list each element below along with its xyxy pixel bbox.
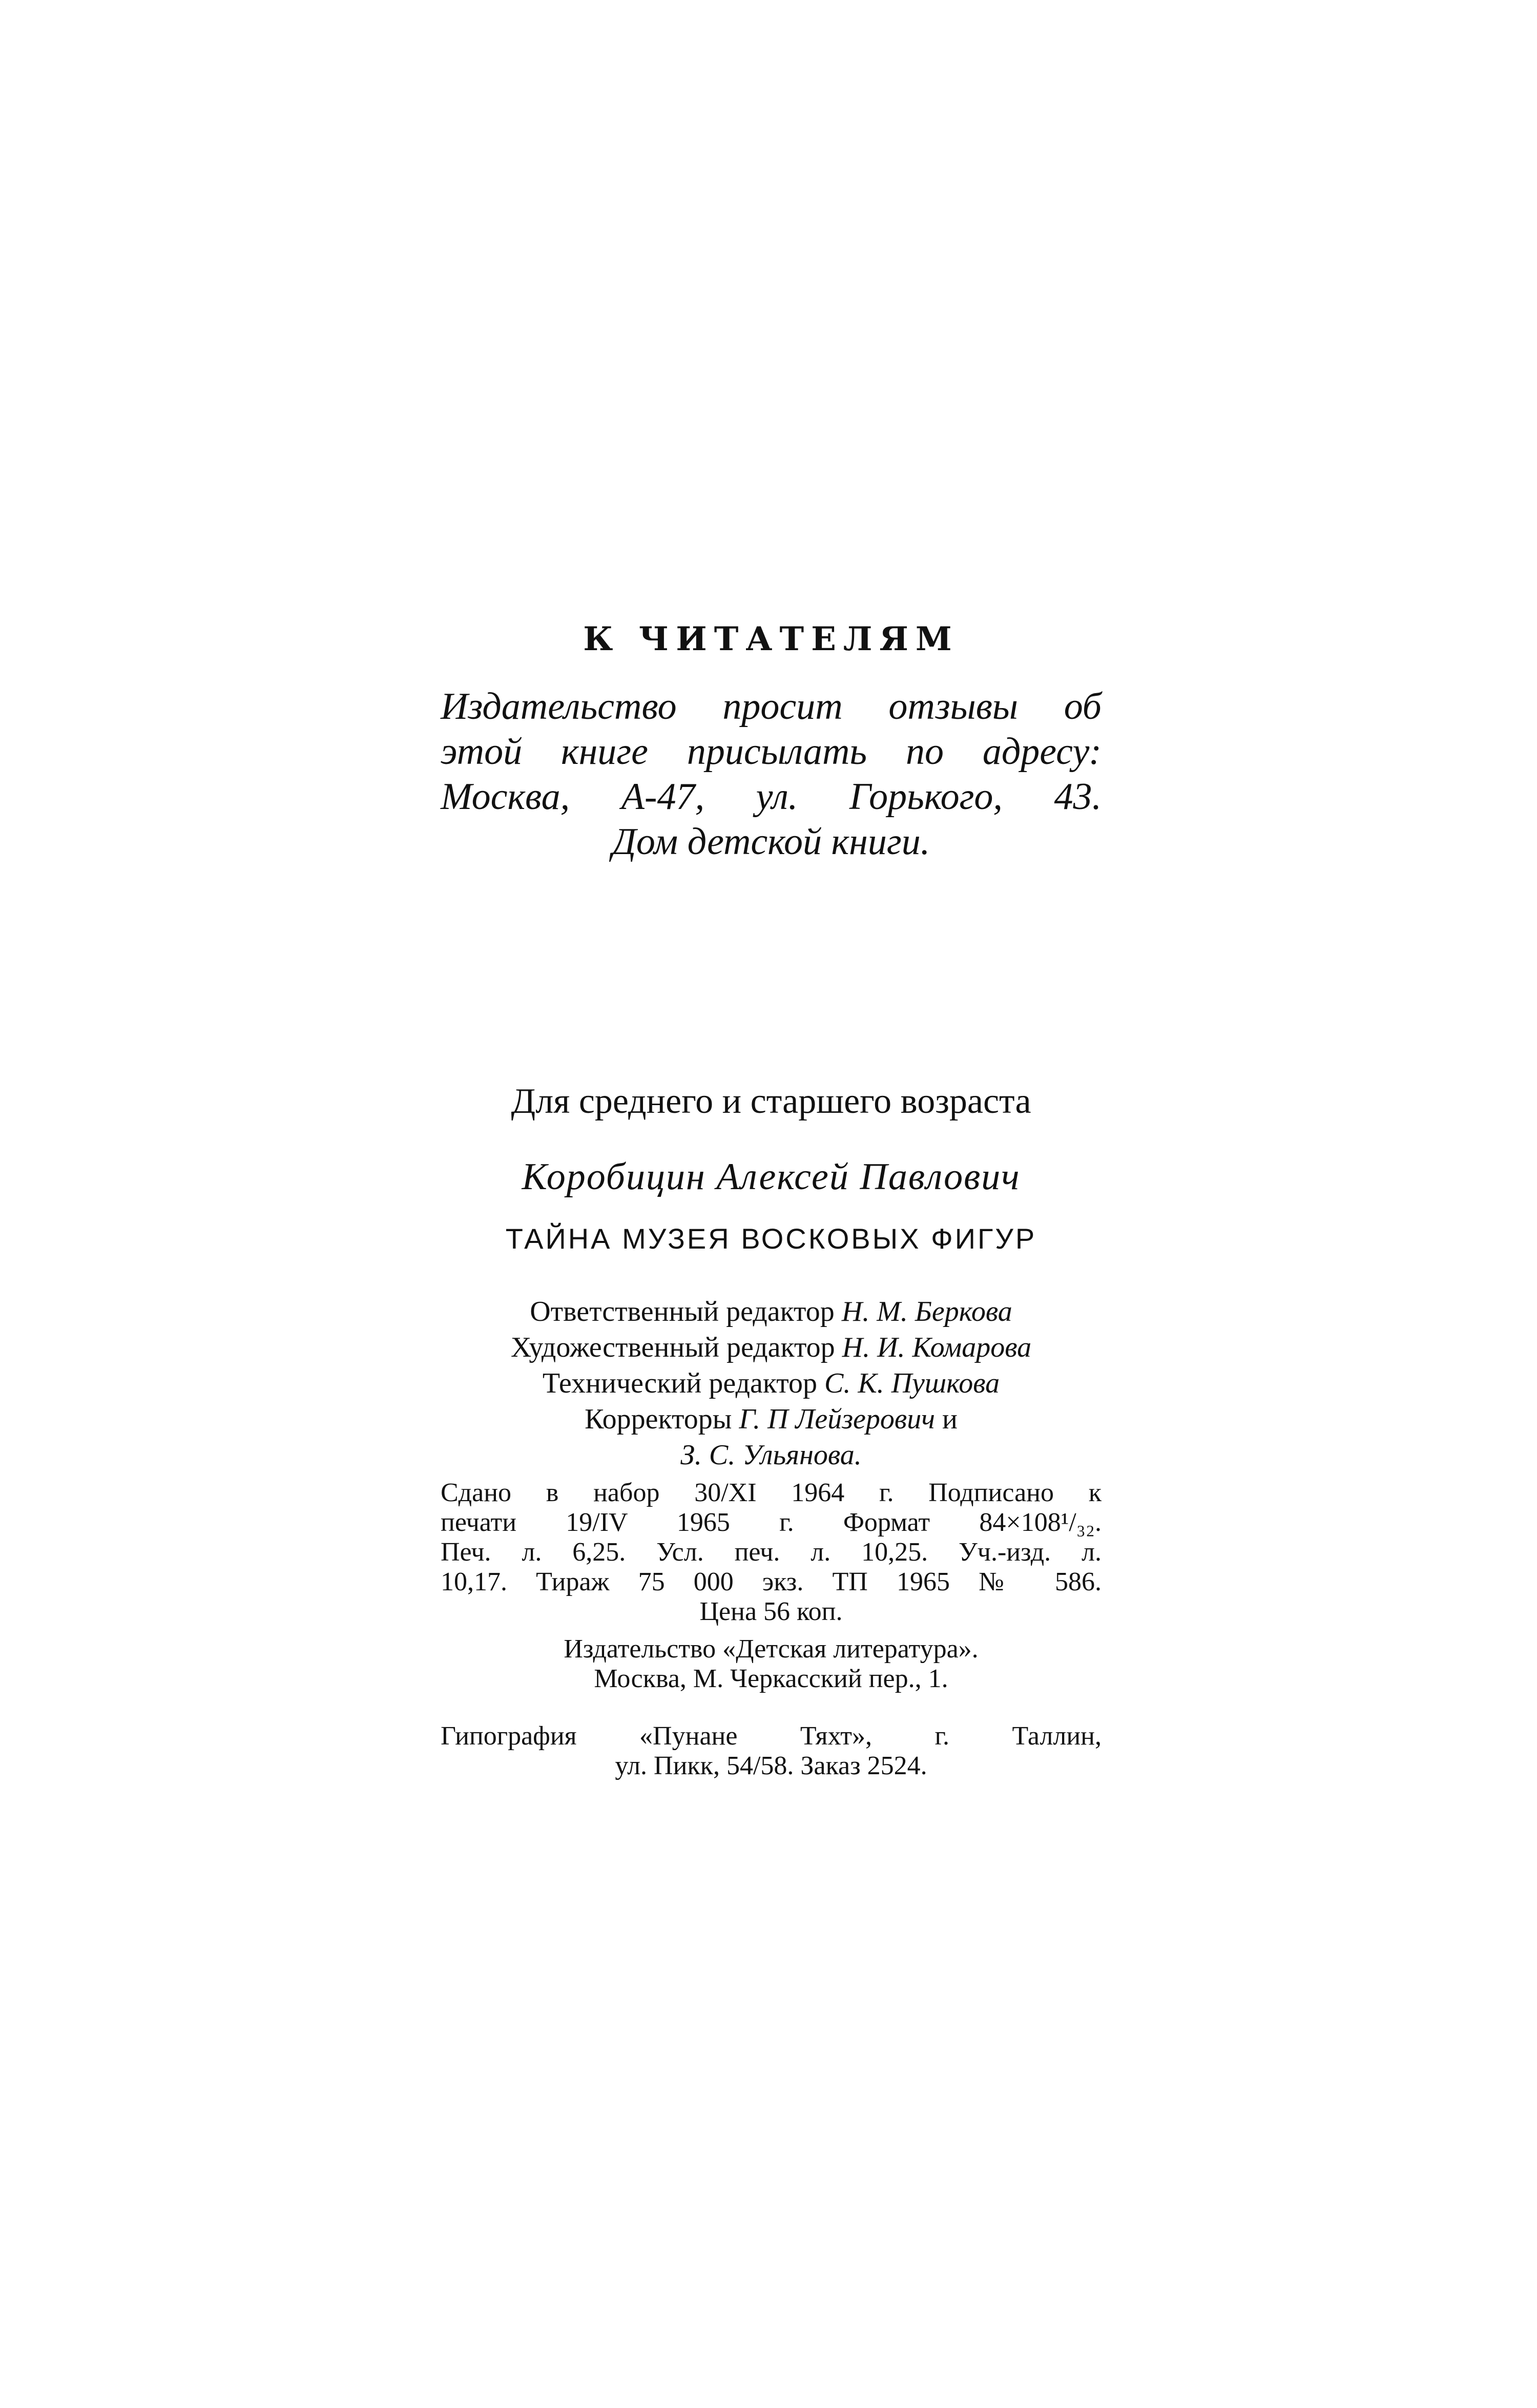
printer-line: ул. Пикк, 54/58. Заказ 2524. [615,1751,927,1780]
printer-line: Гипография «Пунане Тяхт», г. Таллин, [441,1721,1102,1751]
author-name: Коробицин Алексей Павлович [522,1156,1021,1198]
price: Цена 56 коп. [699,1597,843,1626]
credit-row [441,1401,1102,1437]
book-title: ТАЙНА МУЗЕЯ ВОСКОВЫХ ФИГУР [505,1222,1037,1255]
print-data [441,1478,1102,1627]
credits [441,1294,1102,1473]
credit-row [441,1330,1102,1365]
print-line: печати 19/IV 1965 г. Формат 84×108¹/₃₂. [441,1508,1102,1537]
notice-line: Издательство просит отзывы об [441,686,1102,728]
credit-role: Художественный редактор [510,1332,835,1363]
notice-line: Москва, А-47, ул. Горького, 43. [441,776,1102,818]
notice-line: этой книге присылать по адресу: [441,731,1102,773]
credit-role: Корректоры [585,1403,732,1435]
credit-row [441,1294,1102,1330]
print-line: Сдано в набор 30/XI 1964 г. Подписано к [441,1478,1102,1507]
credit-row [441,1437,1102,1473]
notice-title: К ЧИТАТЕЛЯМ [583,620,959,658]
publisher-line: Издательство «Детская литература». [564,1634,979,1664]
credit-name: З. С. Ульянова. [680,1439,862,1471]
notice-line: Дом детской книги. [612,821,930,863]
publisher [441,1634,1102,1694]
credit-role: Ответственный редактор [530,1296,835,1327]
publisher-line: Москва, М. Черкасский пер., 1. [594,1664,948,1693]
credit-name: С. К. Пушкова [824,1367,1000,1399]
print-line: Печ. л. 6,25. Усл. печ. л. 10,25. Уч.-изд. л. [441,1538,1102,1567]
credit-name: Г. П Лейзерович [739,1403,935,1435]
credit-role: Технический редактор [542,1367,818,1399]
credit-name: Н. И. Комарова [842,1332,1032,1363]
credit-row [441,1365,1102,1401]
notice-body [441,684,1102,864]
credit-name: Н. М. Беркова [841,1296,1012,1327]
age-group: Для среднего и старшего возраста [511,1082,1031,1121]
print-line: 10,17. Тираж 75 000 экз. ТП 1965 № 586. [441,1567,1102,1596]
printer [441,1721,1102,1781]
credit-suffix: и [942,1403,958,1435]
